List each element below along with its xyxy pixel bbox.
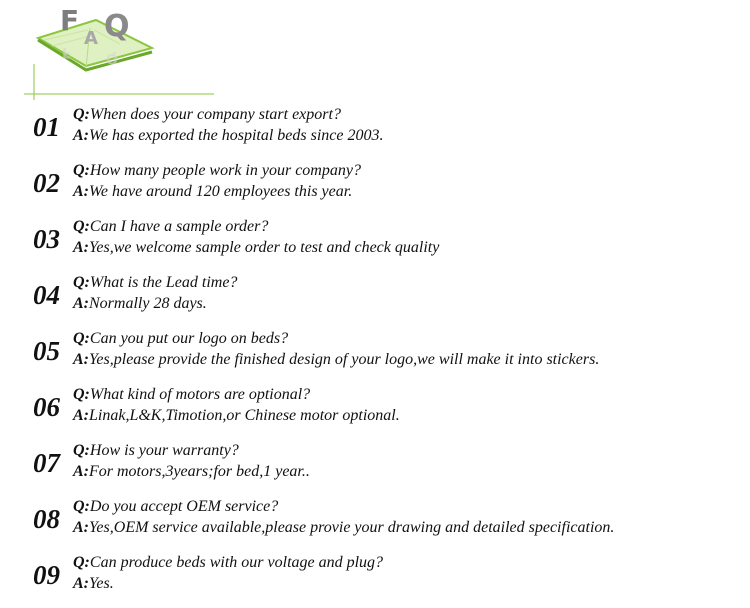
faq-answer bbox=[73, 573, 383, 594]
answer-prefix: A: bbox=[73, 295, 89, 312]
faq-number: 06 bbox=[33, 392, 60, 422]
faq-number: 08 bbox=[33, 504, 60, 534]
answer-text: Yes. bbox=[89, 575, 114, 592]
faq-answer bbox=[73, 181, 361, 202]
question-text: Can produce beds with our voltage and plug? bbox=[89, 554, 384, 571]
faq-number: 01 bbox=[33, 112, 60, 142]
faq-answer bbox=[73, 237, 439, 258]
faq-number: 04 bbox=[33, 280, 60, 310]
faq-qa bbox=[73, 384, 400, 426]
answer-text: Normally 28 days. bbox=[89, 295, 207, 312]
faq-answer bbox=[73, 349, 599, 370]
logo-reflection-f: F bbox=[62, 44, 72, 60]
faq-qa bbox=[73, 552, 383, 594]
answer-prefix: A: bbox=[73, 183, 89, 200]
question-prefix: Q: bbox=[73, 442, 90, 459]
faq-list bbox=[0, 104, 750, 608]
answer-text: For motors,3years;for bed,1 year.. bbox=[89, 463, 310, 480]
faq-number: 09 bbox=[33, 560, 60, 590]
question-text: What kind of motors are optional? bbox=[89, 386, 311, 403]
faq-qa bbox=[73, 104, 383, 146]
faq-item-08 bbox=[0, 496, 750, 552]
faq-question bbox=[73, 552, 383, 573]
faq-answer bbox=[73, 405, 400, 426]
question-text: Can I have a sample order? bbox=[89, 218, 269, 235]
answer-text: We has exported the hospital beds since 2003. bbox=[89, 127, 384, 144]
answer-text: Yes,we welcome sample order to test and check quality bbox=[89, 239, 440, 256]
answer-prefix: A: bbox=[73, 575, 89, 592]
faq-qa bbox=[73, 328, 599, 370]
answer-text: Linak,L&K,Timotion,or Chinese motor optional. bbox=[89, 407, 400, 424]
faq-item-04 bbox=[0, 272, 750, 328]
faq-qa bbox=[73, 440, 310, 482]
faq-question bbox=[73, 104, 383, 125]
answer-prefix: A: bbox=[73, 519, 89, 536]
faq-question bbox=[73, 272, 237, 293]
logo-letter-a: A bbox=[84, 28, 98, 49]
faq-book-icon bbox=[24, 0, 224, 100]
question-prefix: Q: bbox=[73, 554, 90, 571]
faq-answer bbox=[73, 461, 310, 482]
faq-question bbox=[73, 328, 599, 349]
faq-question bbox=[73, 160, 361, 181]
faq-item-06 bbox=[0, 384, 750, 440]
faq-question bbox=[73, 440, 310, 461]
faq-qa bbox=[73, 160, 361, 202]
logo-reflection-q: Q bbox=[106, 50, 118, 66]
question-text: When does your company start export? bbox=[89, 106, 341, 123]
faq-item-03 bbox=[0, 216, 750, 272]
question-prefix: Q: bbox=[73, 498, 90, 515]
question-prefix: Q: bbox=[73, 330, 90, 347]
faq-question bbox=[73, 384, 400, 405]
faq-number: 07 bbox=[33, 448, 60, 478]
question-prefix: Q: bbox=[73, 162, 90, 179]
logo-letter-f: F bbox=[60, 4, 80, 37]
faq-qa bbox=[73, 216, 439, 258]
question-text: How many people work in your company? bbox=[89, 162, 361, 179]
faq-answer bbox=[73, 125, 383, 146]
question-prefix: Q: bbox=[73, 218, 90, 235]
faq-number: 05 bbox=[33, 336, 60, 366]
logo-letter-q: Q bbox=[104, 9, 130, 44]
question-text: What is the Lead time? bbox=[89, 274, 238, 291]
answer-prefix: A: bbox=[73, 239, 89, 256]
faq-qa bbox=[73, 272, 237, 314]
question-prefix: Q: bbox=[73, 274, 90, 291]
answer-text: Yes,OEM service available,please provie your drawing and detailed specification. bbox=[89, 519, 615, 536]
question-text: Can you put our logo on beds? bbox=[89, 330, 289, 347]
faq-item-01 bbox=[0, 104, 750, 160]
faq-number: 02 bbox=[33, 168, 60, 198]
faq-item-07 bbox=[0, 440, 750, 496]
faq-question bbox=[73, 216, 439, 237]
faq-logo bbox=[24, 0, 224, 100]
question-prefix: Q: bbox=[73, 106, 90, 123]
question-text: How is your warranty? bbox=[89, 442, 239, 459]
answer-text: We have around 120 employees this year. bbox=[89, 183, 353, 200]
answer-prefix: A: bbox=[73, 351, 89, 368]
faq-question bbox=[73, 496, 614, 517]
faq-number: 03 bbox=[33, 224, 60, 254]
faq-answer bbox=[73, 517, 614, 538]
faq-item-05 bbox=[0, 328, 750, 384]
question-prefix: Q: bbox=[73, 386, 90, 403]
answer-text: Yes,please provide the finished design of your logo,we will make it into stickers. bbox=[89, 351, 600, 368]
answer-prefix: A: bbox=[73, 407, 89, 424]
faq-answer bbox=[73, 293, 237, 314]
question-text: Do you accept OEM service? bbox=[89, 498, 279, 515]
answer-prefix: A: bbox=[73, 463, 89, 480]
faq-item-02 bbox=[0, 160, 750, 216]
faq-qa bbox=[73, 496, 614, 538]
answer-prefix: A: bbox=[73, 127, 89, 144]
